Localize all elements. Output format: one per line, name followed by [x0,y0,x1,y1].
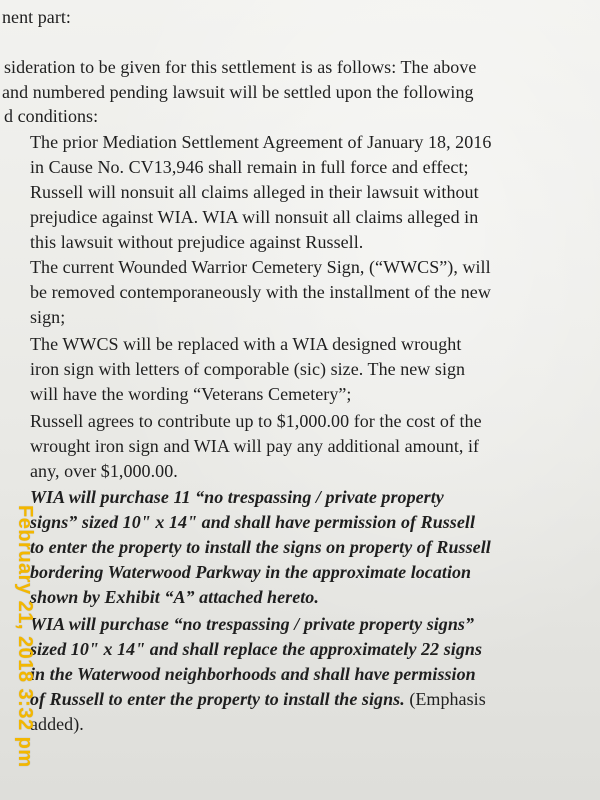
text-line-20: signs” sized 10" x 14" and shall have permission of Russell [30,512,476,532]
date-stamp: February 21, 2018 3:32 pm [14,505,36,768]
text-line-13: The WWCS will be replaced with a WIA designed wrought [30,334,462,354]
text-line-8: prejudice against WIA. WIA will nonsuit all claims alleged in [30,207,479,227]
text-line-22: bordering Waterwood Parkway in the approximate location [30,562,472,582]
text-line-25: sized 10" x 14" and shall replace the approximately 22 signs [30,639,482,659]
text-line-26: in the Waterwood neighborhoods and shall have permission [30,664,476,684]
text-line-27-part-2: (Emphasis [409,689,486,709]
text-line-2: sideration to be given for this settlement is as follows: The above [4,57,477,77]
text-line-16: Russell agrees to contribute up to $1,000.00 for the cost of the [30,411,482,431]
text-line-3: and numbered pending lawsuit will be settled upon the following [2,82,474,102]
text-line-4: d conditions: [4,106,99,126]
text-line-9: this lawsuit without prejudice against Russell. [30,232,364,252]
text-line-18: any, over $1,000.00. [30,461,178,481]
text-line-10: The current Wounded Warrior Cemetery Sign, (“WWCS”), will [30,257,491,277]
text-line-15: will have the wording “Veterans Cemetery”; [30,384,352,404]
text-line-12: sign; [30,307,66,327]
text-line-19: WIA will purchase 11 “no trespassing / private property [30,487,444,507]
text-line-23: shown by Exhibit “A” attached hereto. [30,587,319,607]
text-line-5: The prior Mediation Settlement Agreement of January 18, 2016 [30,132,492,152]
text-line-14: iron sign with letters of comporable (sic) size. The new sign [30,359,466,379]
text-line-27-part-1: of Russell to enter the property to install the signs. [30,689,405,709]
text-line-1: nent part: [2,7,71,27]
text-line-6: in Cause No. CV13,946 shall remain in full force and effect; [30,157,469,177]
text-line-24: WIA will purchase “no trespassing / private property signs” [30,614,475,634]
text-line-11: be removed contemporaneously with the installment of the new [30,282,491,302]
text-line-17: wrought iron sign and WIA will pay any additional amount, if [30,436,480,456]
text-line-7: Russell will nonsuit all claims alleged in their lawsuit without [30,182,479,202]
text-line-21: to enter the property to install the signs on property of Russell [30,537,491,557]
text-line-27 [30,688,486,710]
text-line-28: added). [30,714,84,734]
